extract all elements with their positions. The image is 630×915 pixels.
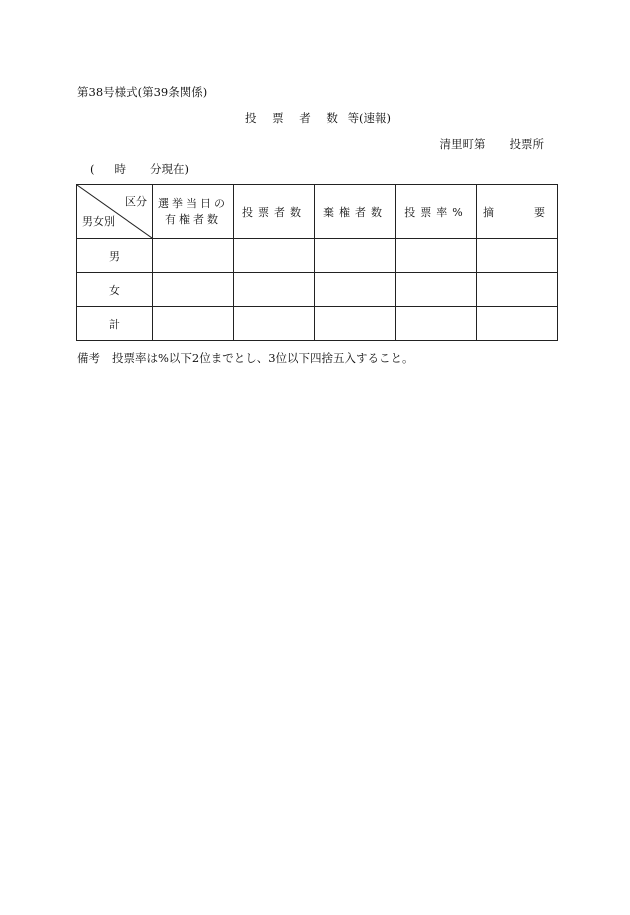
- corner-category-label: 区分: [125, 195, 147, 208]
- title-char: 票: [272, 111, 284, 125]
- station-prefix: 清里町第: [439, 137, 486, 151]
- title-char: 投: [244, 111, 257, 125]
- cell-eligible-male: [153, 239, 234, 273]
- cell-eligible-female: [153, 273, 234, 307]
- header-eligible-line1: 選挙当日の: [158, 196, 228, 210]
- cell-remarks-male: [477, 239, 558, 273]
- time-line: [90, 161, 189, 177]
- table-row-female: [77, 273, 558, 307]
- cell-abstainers-male: [315, 239, 396, 273]
- cell-turnout-male: [396, 239, 477, 273]
- header-voters: 投票者数: [234, 185, 315, 239]
- remarks-note: [77, 350, 414, 366]
- cell-turnout-total: [396, 307, 477, 341]
- header-remarks-a: 摘: [483, 205, 494, 219]
- header-eligible-voters: [153, 185, 234, 239]
- station-suffix: 投票所: [509, 137, 544, 151]
- title-suffix: 等(速報): [347, 111, 392, 125]
- time-suffix: 分現在): [150, 162, 189, 176]
- time-open-paren: (: [90, 162, 95, 176]
- row-label-male: 男: [77, 239, 153, 273]
- cell-voters-total: [234, 307, 315, 341]
- polling-station-line: [440, 136, 545, 152]
- row-label-female: 女: [77, 273, 153, 307]
- header-eligible-line2: 有権者数: [165, 212, 221, 226]
- table-row-total: [77, 307, 558, 341]
- cell-remarks-female: [477, 273, 558, 307]
- form-title: [0, 110, 630, 126]
- cell-abstainers-total: [315, 307, 396, 341]
- time-hour: 時: [114, 162, 126, 176]
- cell-abstainers-female: [315, 273, 396, 307]
- cell-eligible-total: [153, 307, 234, 341]
- row-label-total: 計: [77, 307, 153, 341]
- note-text: 投票率は%以下2位までとし、3位以下四捨五入すること。: [112, 351, 414, 365]
- table-header-row: [77, 185, 558, 239]
- table-row-male: [77, 239, 558, 273]
- form-number: 第38号様式(第39条関係): [77, 85, 208, 99]
- title-char: 数: [326, 111, 338, 125]
- corner-gender-label: 男女別: [82, 215, 115, 228]
- corner-cell: [77, 185, 153, 239]
- voter-count-table: [76, 184, 558, 341]
- title-char: 者: [299, 111, 311, 125]
- header-abstainers: 棄権者数: [315, 185, 396, 239]
- header-remarks-b: 要: [534, 205, 545, 219]
- note-label: 備考: [77, 351, 100, 365]
- header-remarks: [477, 185, 558, 239]
- cell-voters-male: [234, 239, 315, 273]
- cell-remarks-total: [477, 307, 558, 341]
- cell-turnout-female: [396, 273, 477, 307]
- cell-voters-female: [234, 273, 315, 307]
- header-turnout: 投票率%: [396, 185, 477, 239]
